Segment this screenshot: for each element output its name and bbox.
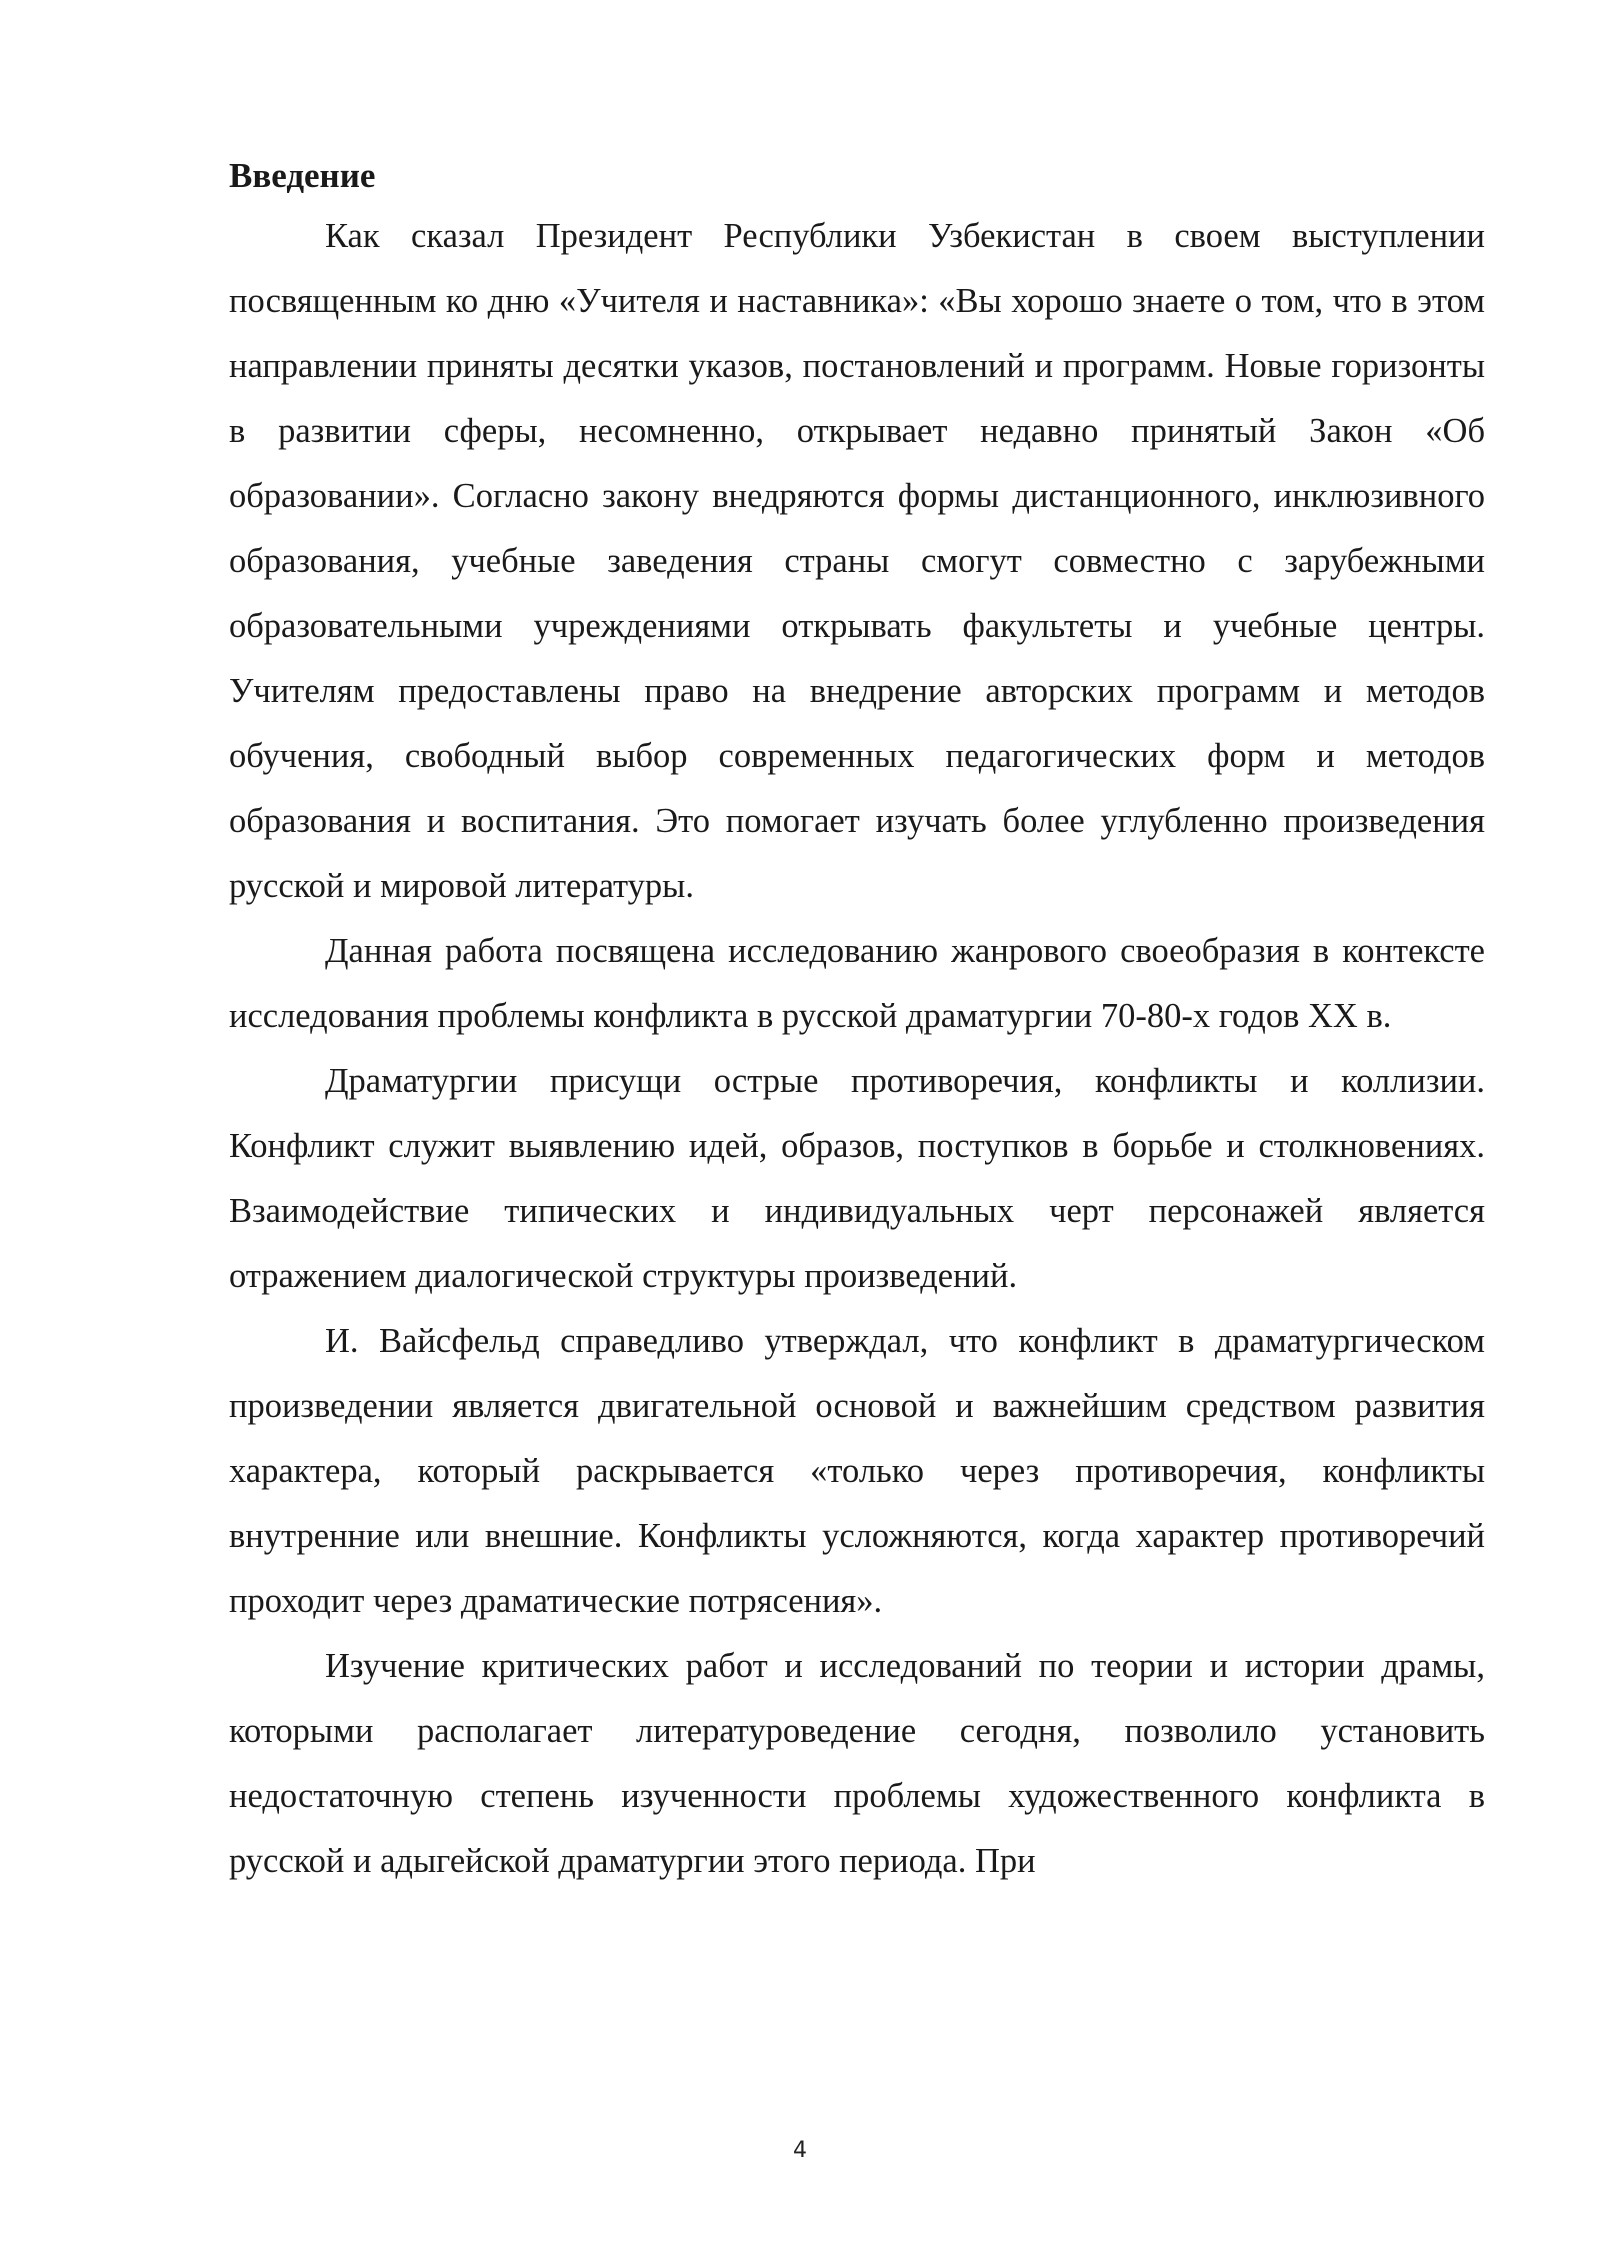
paragraph-3: Драматургии присущи острые противоречия, конфликты и коллизии. Конфликт служит выявлению идей, образов, поступков в борьбе и столкновениях. Взаимодействие типических и индивидуальных черт персонажей является отражением диалогической структуры произведений. xyxy=(229,1062,1485,1295)
paragraph-1: Как сказал Президент Республики Узбекистан в своем выступлении посвященным ко дню «Учителя и наставника»: «Вы хорошо знаете о том, что в этом направлении приняты десятки указов, постановлений и программ. Новые горизонты в развитии сферы, несомненно, открывает недавно принятый Закон «Об образовании». Согласно закону внедряются формы дистанционного, инклюзивного образования, учебные заведения страны смогут совместно с зарубежными образовательными учреждениями открывать факультеты и учебные центры. Учителям предоставлены право на внедрение авторских программ и методов обучения, свободный выбор современных педагогических форм и методов образования и воспитания. Это помогает изучать более углубленно произведения русской и мировой литературы. xyxy=(229,217,1485,905)
paragraph-5: Изучение критических работ и исследований по теории и истории драмы, которыми располагает литературоведение сегодня, позволило установить недостаточную степень изученности проблемы художественного конфликта в русской и адыгейской драматургии этого периода. При xyxy=(229,1647,1485,1880)
page-number: 4 xyxy=(793,2138,807,2163)
paragraph-4: И. Вайсфельд справедливо утверждал, что конфликт в драматургическом произведении является двигательной основой и важнейшим средством развития характера, который раскрывается «только через противоречия, конфликты внутренние или внешние. Конфликты усложняются, когда характер противоречий проходит через драматические потрясения». xyxy=(229,1322,1485,1620)
section-heading: Введение xyxy=(229,156,376,195)
page-content xyxy=(229,148,1485,1894)
paragraph-2: Данная работа посвящена исследованию жанрового своеобразия в контексте исследования проблемы конфликта в русской драматургии 70-80-х годов XX в. xyxy=(229,932,1485,1035)
